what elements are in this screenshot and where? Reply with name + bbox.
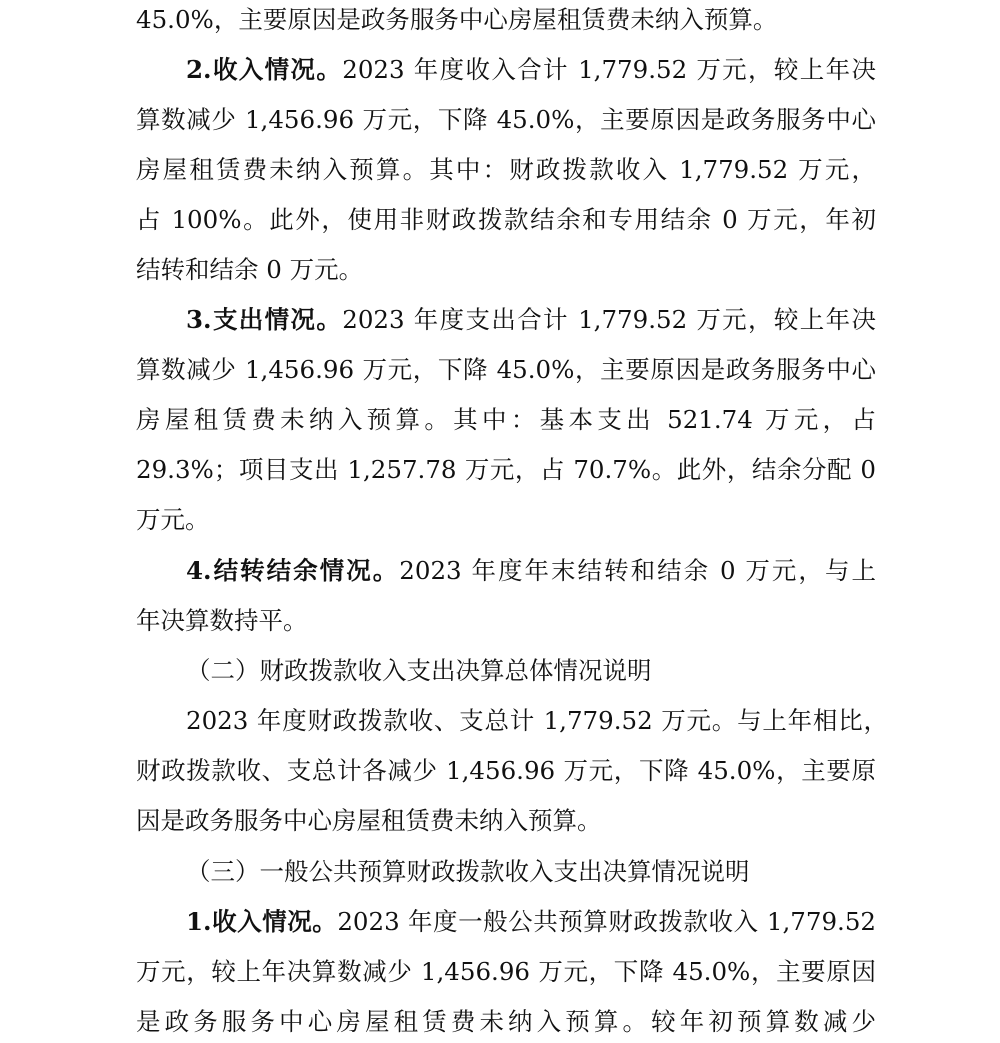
line-text: 29.3%；项目支出 1,257.78 万元，占 70.7%。此外，结余分配 0 [136, 455, 876, 484]
line-text: 2023 年度财政拨款收、支总计 1,779.52 万元。与上年相比， [186, 706, 888, 735]
section-lead: 1.收入情况。 [186, 907, 338, 936]
section-heading [186, 651, 886, 691]
heading-text: （二）财政拨款收入支出决算总体情况说明 [186, 656, 652, 685]
line-text: 算数减少 1,456.96 万元，下降 45.0%，主要原因是政务服务中心 [136, 105, 876, 134]
line-text: 年决算数持平。 [136, 606, 308, 635]
text-line [136, 200, 876, 240]
text-line [136, 450, 876, 490]
text-line [136, 350, 876, 390]
text-line [136, 1002, 876, 1042]
line-text: 因是政务服务中心房屋租赁费未纳入预算。 [136, 806, 602, 835]
section-lead: 2.收入情况。 [186, 55, 343, 84]
line-text: 2023 年度支出合计 1,779.52 万元，较上年决 [342, 305, 876, 334]
text-line [136, 902, 876, 942]
line-text: 是政务服务中心房屋租赁费未纳入预算。较年初预算数减少 [136, 1007, 876, 1036]
text-line [136, 0, 876, 40]
text-line [136, 150, 876, 190]
line-text: 2023 年度年末结转和结余 0 万元，与上 [399, 556, 876, 585]
text-line [136, 250, 876, 290]
line-text: 房屋租赁费未纳入预算。其中：财政拨款收入 1,779.52 万元， [136, 155, 876, 184]
line-text: 2023 年度一般公共预算财政拨款收入 1,779.52 [337, 907, 876, 936]
line-text: 房屋租赁费未纳入预算。其中：基本支出 521.74 万元，占 [136, 405, 876, 434]
text-line [136, 400, 876, 440]
section-lead: 3.支出情况。 [186, 305, 343, 334]
line-text: 万元。 [136, 505, 210, 534]
text-line [136, 551, 876, 591]
text-line [136, 601, 876, 641]
text-line [136, 100, 876, 140]
line-text: 结转和结余 0 万元。 [136, 255, 364, 284]
text-line [136, 751, 876, 791]
text-line [136, 500, 876, 540]
line-text: 2023 年度收入合计 1,779.52 万元，较上年决 [342, 55, 876, 84]
line-text: 算数减少 1,456.96 万元，下降 45.0%，主要原因是政务服务中心 [136, 355, 876, 384]
text-line [136, 801, 876, 841]
line-text: 45.0%，主要原因是政务服务中心房屋租赁费未纳入预算。 [136, 5, 778, 34]
text-line [136, 952, 876, 992]
line-text: 万元，较上年决算数减少 1,456.96 万元，下降 45.0%，主要原因 [136, 957, 876, 986]
heading-text: （三）一般公共预算财政拨款收入支出决算情况说明 [186, 857, 750, 886]
line-text: 财政拨款收、支总计各减少 1,456.96 万元，下降 45.0%，主要原 [136, 756, 876, 785]
text-line [136, 701, 888, 741]
section-lead: 4.结转结余情况。 [186, 556, 400, 585]
line-text: 占 100%。此外，使用非财政拨款结余和专用结余 0 万元，年初 [136, 205, 876, 234]
section-heading [186, 852, 886, 892]
text-line [136, 50, 876, 90]
text-line [136, 300, 876, 340]
